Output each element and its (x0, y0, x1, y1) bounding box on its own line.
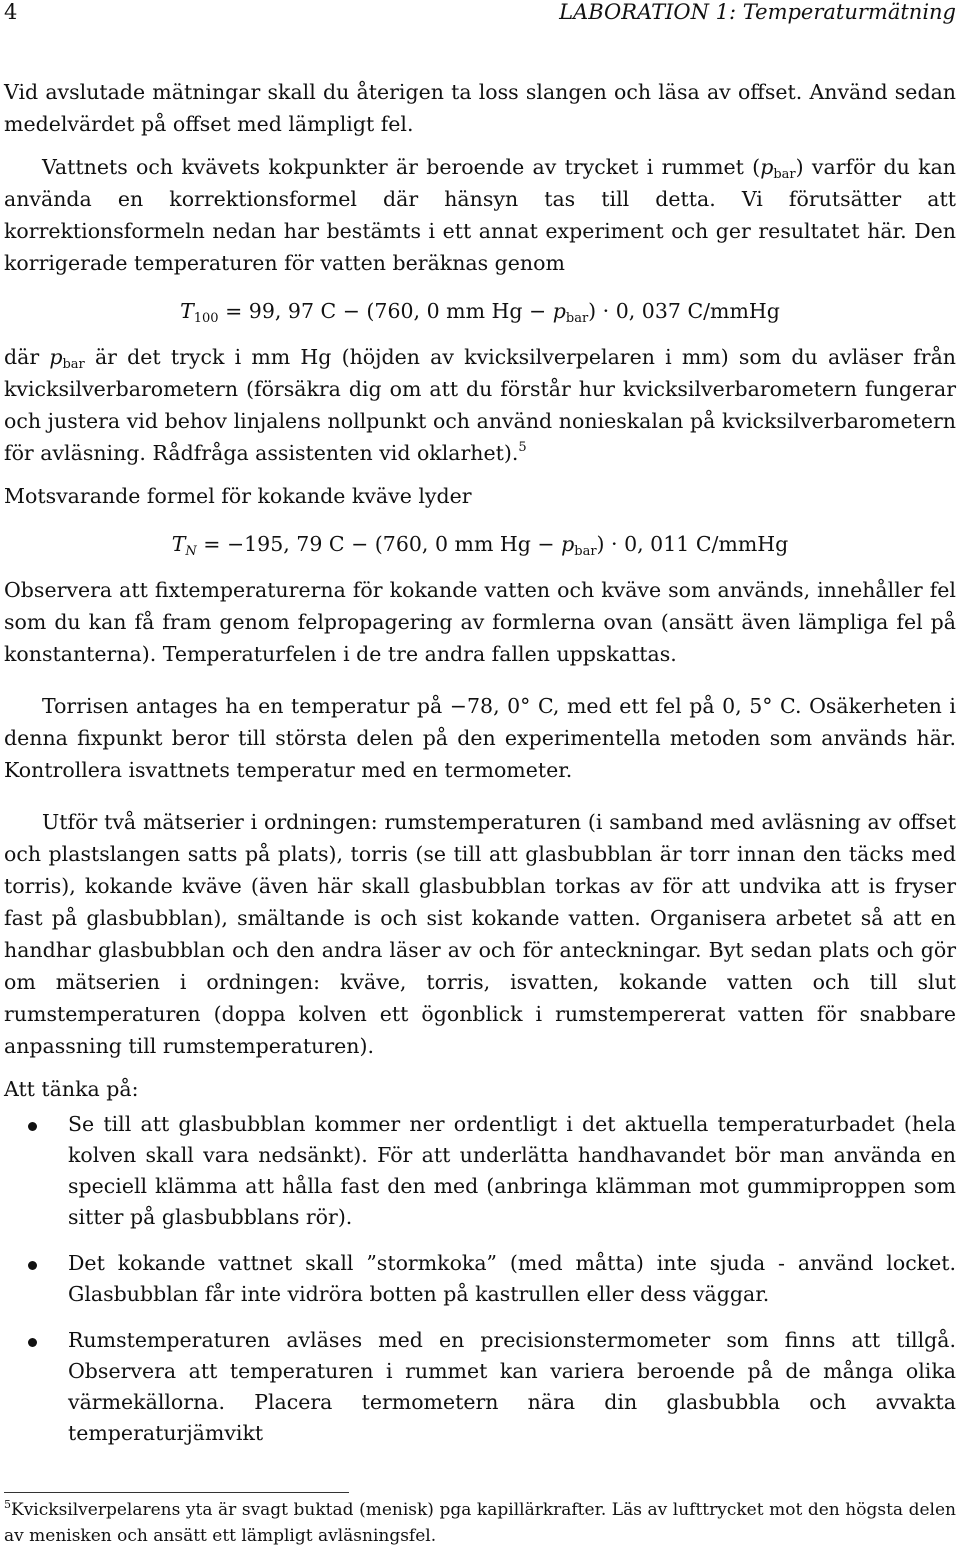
paragraph-text: där (4, 345, 50, 369)
list-item-text: Det kokande vattnet skall ”stormkoka” (med måtta) inte sjuda - använd locket. Glasbubblan får inte vidröra botten på kastrullen eller dess väggar. (68, 1251, 956, 1306)
subscript-100: 100 (193, 311, 219, 326)
math-variable-T: T (171, 532, 186, 556)
bullet-icon (28, 1261, 37, 1270)
paragraph-pressure (4, 341, 956, 469)
math-variable-T: T (180, 299, 194, 323)
paragraph-text: är det tryck i mm Hg (höjden av kvicksilverpelaren i mm) som du avläser från kvicksilverbarometern (försäkra dig om att du förstår hur kvicksilverbarometern fungerar och justera vid behov linjalens nollpunkt och använd nonieskalan på kvicksilverbarometern för avläsning. Rådfråga assistenten vid oklarhet). (4, 345, 956, 465)
equation-text: = 99, 97 C − (760, 0 mm Hg − (218, 299, 553, 323)
footnote-text: Kvicksilverpelarens yta är svagt buktad (menisk) pga kapillärkrafter. Läs av lufttrycket mot den högsta delen av menisken och ansätt ett lämpligt avläsningsfel. (4, 1500, 956, 1546)
footnote-reference: 5 (518, 440, 527, 455)
subscript-bar: bar (773, 167, 796, 182)
math-variable-p: p (49, 345, 63, 369)
page-number: 4 (4, 0, 18, 24)
paragraph-measurement-series: Utför två mätserier i ordningen: rumstemperaturen (i samband med avläsning av offset och plastslangen satts på plats), torris (se till att glasbubblan är torr innan den täcks med torris), kokande kväve (även här skall glasbubblan torkas av för att undvika att is fryser fast på glasbubblan), smältande is och sist kokande vatten. Organisera arbetet så att en handhar glasbubblan och den andra läser av och för anteckningar. Byt sedan plats och gör om mätserien i ordningen: kväve, torris, isvatten, kokande vatten och till slut rumstemperaturen (doppa kolven ett ögonblick i rumstempererat vatten för snabbare anpassning till rumstemperaturen). (4, 810, 956, 1058)
subscript-bar: bar (565, 311, 589, 326)
bullet-icon (28, 1338, 37, 1347)
footnote-mark: 5 (4, 1498, 11, 1511)
paragraph-fixed-temperatures: Observera att fixtemperaturerna för kokande vatten och kväve som används, innehåller fel som du kan få fram genom felpropagering av formlerna ovan (ansätt även lämpliga fel på konstanterna). Temperaturfelen i de tre andra fallen uppskattas. (4, 578, 956, 666)
equation-nitrogen-boiling-point (4, 528, 956, 560)
equation-text: ) · 0, 011 C/mmHg (596, 532, 789, 556)
equation-text: ) · 0, 037 C/mmHg (588, 299, 780, 323)
page-header (4, 0, 956, 30)
paragraph-text: Vattnets och kvävets kokpunkter är beroende av trycket i rummet ( (42, 155, 761, 179)
subscript-bar: bar (574, 544, 597, 559)
bullet-list (4, 1109, 956, 1449)
list-item-text: Rumstemperaturen avläses med en precisionstermometer som finns att tillgå. Observera att temperaturen i rummet kan variera beroende på de många olika värmekällorna. Placera termometern nära din glasbubbla och avvakta temperaturjämvikt (68, 1328, 956, 1445)
paragraph-text: ) varför du kan använda en korrektionsformel där hänsyn tas till detta. Vi förutsätter att korrektionsformeln nedan har bestämts i ett annat experiment och ger resultatet här. Den korrigerade temperaturen för vatten beräknas genom (4, 155, 956, 275)
math-variable-p: p (561, 532, 575, 556)
subscript-N: N (185, 544, 197, 559)
equation-text: = −195, 79 C − (760, 0 mm Hg − (196, 532, 562, 556)
list-item (4, 1109, 956, 1233)
paragraph-dry-ice: Torrisen antages ha en temperatur på −78, 0° C, med ett fel på 0, 5° C. Osäkerheten i denna fixpunkt beror till största delen på den experimentella metoden som används här. Kontrollera isvattnets temperatur med en termometer. (4, 694, 956, 782)
list-item (4, 1325, 956, 1449)
list-heading: Att tänka på: (4, 1077, 139, 1101)
list-item-text: Se till att glasbubblan kommer ner ordentligt i det aktuella temperaturbadet (hela kolven skall vara nedsänkt). För att underlätta handhavandet bör man använda en speciell klämma att hålla fast den med (anbringa klämman mot gummiproppen som sitter på glasbubblans rör). (68, 1112, 956, 1229)
math-variable-p: p (760, 155, 774, 179)
footnote (4, 1497, 956, 1549)
page-body (4, 76, 956, 1464)
list-item (4, 1248, 956, 1310)
paragraph-nitrogen-intro: Motsvarande formel för kokande kväve lyder (4, 484, 472, 508)
paragraph-correction-formula (4, 151, 956, 279)
footnote-divider (4, 1492, 349, 1493)
subscript-bar: bar (62, 357, 85, 372)
math-variable-p: p (552, 299, 566, 323)
paragraph-offset: Vid avslutade mätningar skall du återigen ta loss slangen och läsa av offset. Använd sedan medelvärdet på offset med lämpligt fel. (4, 80, 956, 136)
bullet-icon (28, 1122, 37, 1131)
running-head: LABORATION 1: Temperaturmätning (559, 0, 956, 24)
equation-water-boiling-point (4, 295, 956, 327)
